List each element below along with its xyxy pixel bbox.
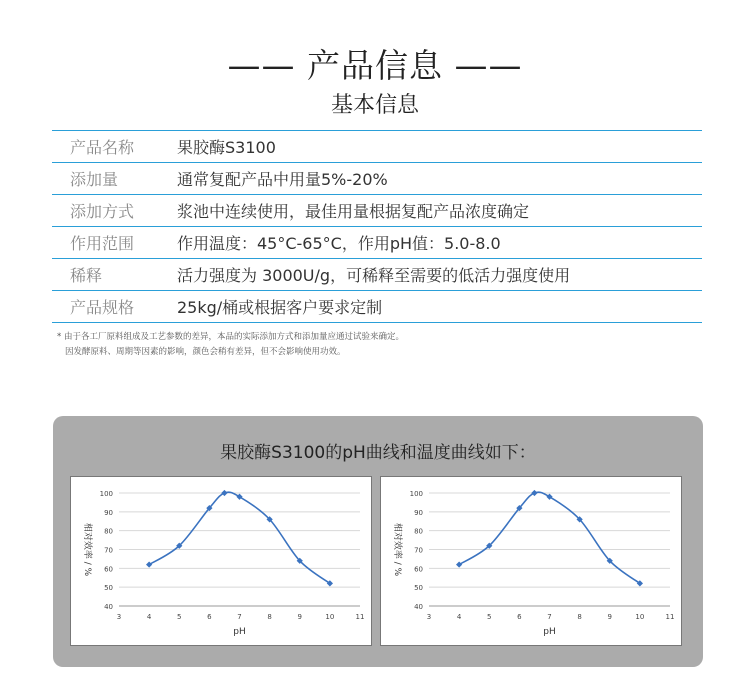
data-point [531, 490, 537, 496]
y-tick-label: 60 [104, 565, 113, 574]
series-line [149, 492, 330, 583]
x-axis-label: pH [233, 627, 246, 637]
x-tick-label: 6 [207, 613, 212, 621]
y-tick-label: 50 [414, 584, 423, 593]
y-tick-label: 50 [104, 584, 113, 593]
x-tick-label: 8 [577, 613, 582, 621]
y-tick-label: 100 [99, 490, 113, 498]
footnote-line: * 由于各工厂原料组成及工艺参数的差异，本品的实际添加方式和添加量应通过试验来确定。 [57, 332, 404, 342]
ph-chart-1 [70, 476, 372, 646]
footnote [57, 330, 404, 360]
panel-title: 果胶酶S3100的pH曲线和温度曲线如下： [220, 443, 536, 463]
row-value: 活力强度为 3000U/g，可稀释至需要的低活力强度使用 [177, 266, 571, 285]
row-value: 果胶酶S3100 [177, 138, 276, 157]
row-label: 稀释 [70, 266, 103, 285]
y-tick-label: 100 [409, 490, 423, 498]
x-tick-label: 11 [355, 613, 365, 621]
row-value: 通常复配产品中用量5%-20% [177, 170, 388, 189]
x-tick-label: 11 [665, 613, 675, 621]
chart-panel [53, 416, 703, 667]
y-tick-label: 80 [104, 527, 113, 536]
row-label: 产品名称 [70, 138, 135, 157]
table-row [52, 163, 702, 195]
section-subtitle: 基本信息 [330, 93, 419, 118]
data-point [221, 490, 227, 496]
y-tick-label: 40 [104, 603, 113, 611]
x-tick-label: 7 [547, 613, 552, 621]
table-row [52, 291, 702, 323]
table-row [52, 227, 702, 259]
x-tick-label: 6 [517, 613, 522, 621]
x-tick-label: 7 [237, 613, 242, 621]
data-point [146, 561, 152, 567]
ph-chart-2 [380, 476, 682, 646]
x-tick-label: 5 [487, 613, 492, 621]
chart-svg [71, 477, 371, 645]
x-tick-label: 8 [267, 613, 272, 621]
y-tick-label: 70 [414, 546, 423, 555]
x-tick-label: 3 [426, 613, 432, 621]
y-tick-label: 60 [414, 565, 423, 574]
x-tick-label: 4 [456, 613, 462, 621]
table-row [52, 259, 702, 291]
row-value: 浆池中连续使用，最佳用量根据复配产品浓度确定 [177, 202, 530, 221]
series-line [459, 492, 640, 583]
x-tick-label: 9 [297, 613, 302, 621]
table-row [52, 195, 702, 227]
x-tick-label: 5 [177, 613, 182, 621]
x-axis-label: pH [543, 627, 556, 637]
x-tick-label: 10 [635, 613, 645, 621]
table-row [52, 131, 702, 163]
y-tick-label: 70 [104, 546, 113, 555]
x-tick-label: 10 [325, 613, 335, 621]
y-tick-label: 90 [104, 508, 113, 517]
y-axis-label: 相对效率 / % [82, 522, 92, 577]
row-label: 添加方式 [70, 202, 135, 221]
x-tick-label: 9 [607, 613, 612, 621]
data-point [456, 561, 462, 567]
y-axis-label: 相对效率 / % [392, 522, 402, 577]
row-label: 作用范围 [70, 234, 135, 253]
row-value: 作用温度：45°C-65°C，作用pH值：5.0-8.0 [177, 234, 501, 253]
x-tick-label: 4 [146, 613, 152, 621]
y-tick-label: 40 [414, 603, 423, 611]
footnote-line: 因发酵原料、周期等因素的影响，颜色会稍有差异，但不会影响使用功效。 [65, 347, 346, 357]
row-label: 添加量 [70, 170, 119, 189]
x-tick-label: 3 [116, 613, 122, 621]
page-title: —— 产品信息 —— [227, 46, 523, 85]
chart-svg [381, 477, 681, 645]
info-table [52, 130, 702, 323]
y-tick-label: 80 [414, 527, 423, 536]
row-label: 产品规格 [70, 298, 135, 317]
y-tick-label: 90 [414, 508, 423, 517]
row-value: 25kg/桶或根据客户要求定制 [177, 298, 383, 317]
